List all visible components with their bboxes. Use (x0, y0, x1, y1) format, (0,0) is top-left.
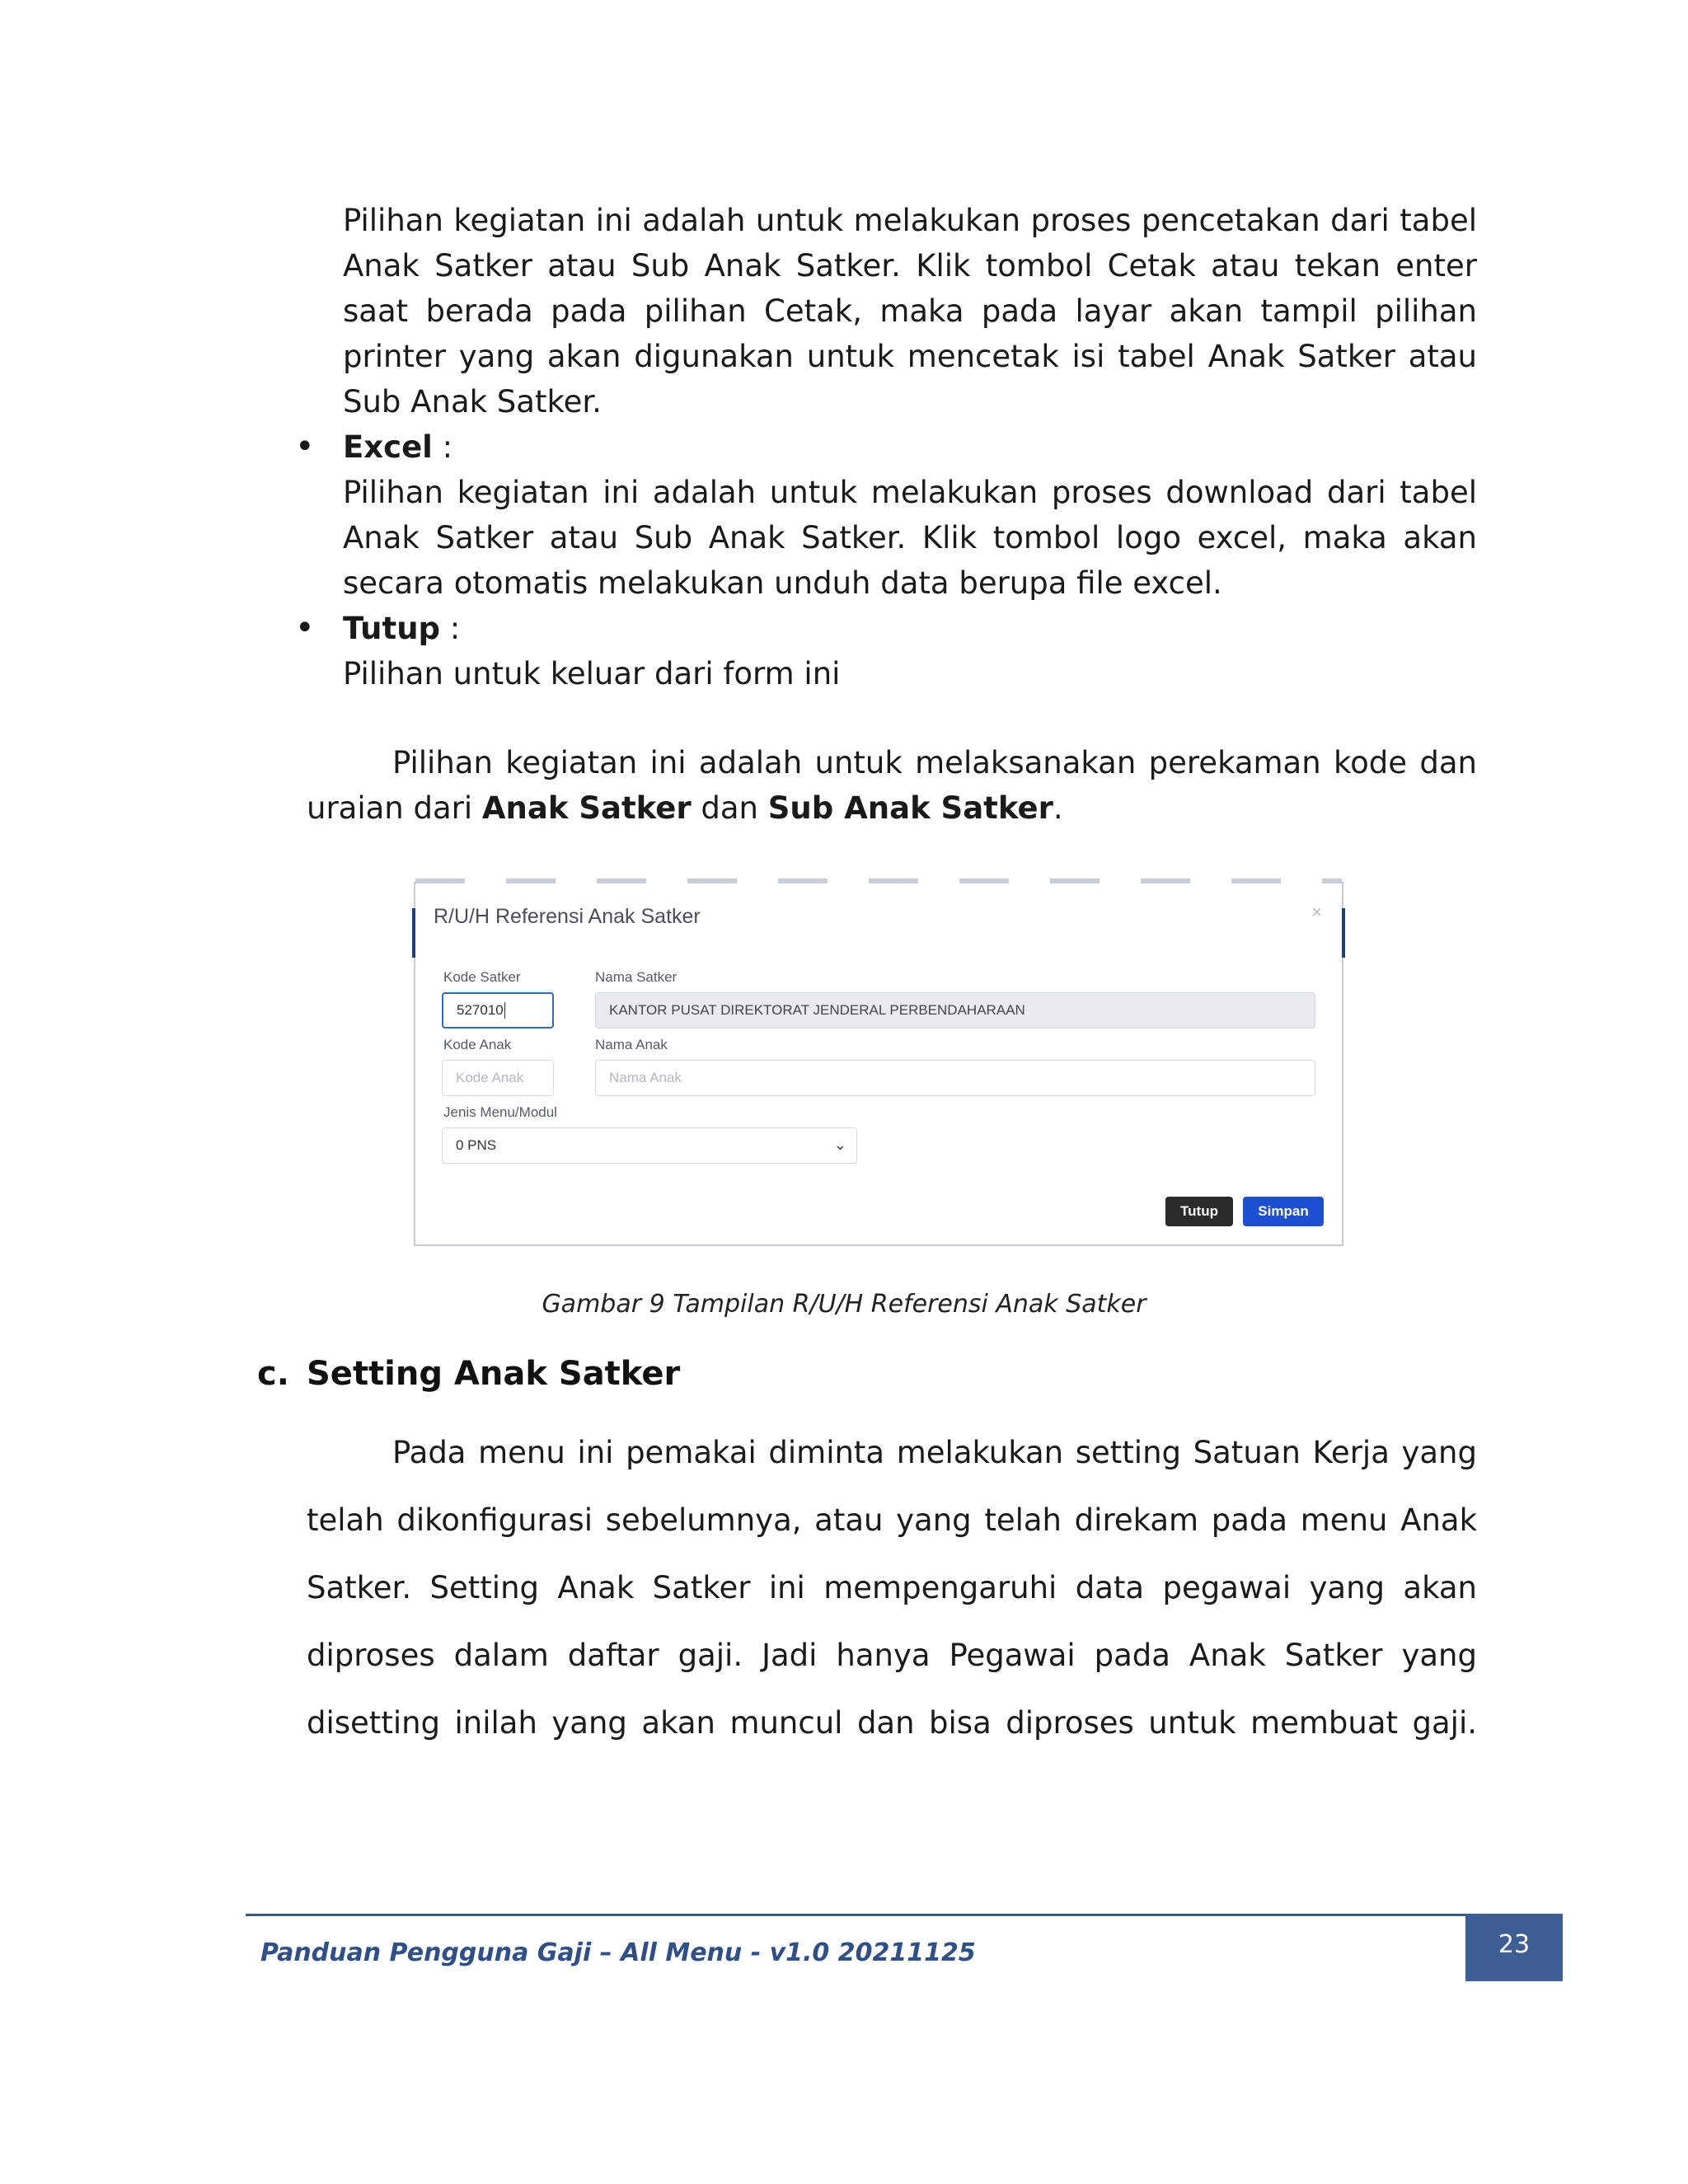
bullet-body-excel: Pilihan kegiatan ini adalah untuk melakukan proses download dari tabel Anak Satker atau Sub Anak Satker. Klik tombol logo excel, maka akan secara otomatis melakukan unduh data berupa file excel. (343, 475, 1477, 601)
bullet-title-excel: Excel (343, 429, 433, 465)
kode-satker-label: Kode Satker (443, 969, 521, 985)
section-body: Pada menu ini pemakai diminta melakukan setting Satuan Kerja yang telah dikonfigurasi sebelumnya, atau yang telah direkam pada menu Anak Satker. Setting Anak Satker ini mempengaruhi data pegawai yang akan diproses dalam daftar gaji. Jadi hanya Pegawai pada Anak Satker yang disetting inilah yang akan muncul dan bisa diproses untuk membuat gaji. (307, 1435, 1477, 1741)
paragraph-cetak: Pilihan kegiatan ini adalah untuk melakukan proses pencetakan dari tabel Anak Satker atau Sub Anak Satker. Klik tombol Cetak atau tekan enter saat berada pada pilihan Cetak, maka pada layar akan tampil pilihan printer yang akan digunakan untuk mencetak isi tabel Anak Satker atau Sub Anak Satker. (343, 203, 1477, 419)
jenis-menu-value: 0 PNS (456, 1137, 497, 1153)
figure-caption: Gambar 9 Tampilan R/U/H Referensi Anak Satker (542, 1290, 1146, 1319)
bullet-dot-icon: • (295, 428, 315, 466)
bullet-body-tutup: Pilihan untuk keluar dari form ini (343, 656, 841, 691)
footer-title: Panduan Pengguna Gaji – All Menu - v1.0 20211125 (260, 1938, 976, 1967)
jenis-menu-label: Jenis Menu/Modul (443, 1104, 557, 1120)
intro-bold-anak-satker: Anak Satker (481, 790, 692, 826)
modal-edge-right (1342, 908, 1345, 958)
chevron-down-icon: ⌄ (833, 1137, 846, 1153)
close-icon[interactable]: × (1311, 902, 1322, 922)
modal-edge-left (412, 908, 415, 958)
section-title: Setting Anak Satker (307, 1355, 681, 1393)
nama-satker-field: KANTOR PUSAT DIREKTORAT JENDERAL PERBENDAHARAAN (595, 992, 1315, 1029)
jenis-menu-select[interactable] (442, 1127, 857, 1164)
tutup-button[interactable]: Tutup (1165, 1197, 1233, 1226)
bullet-suffix: : (440, 611, 461, 646)
intro-text-2: dan (691, 790, 768, 826)
nama-anak-input[interactable]: Nama Anak (595, 1060, 1315, 1096)
text-caret (504, 1002, 505, 1019)
bullet-dot-icon: • (295, 609, 315, 647)
intro-bold-sub-anak-satker: Sub Anak Satker (767, 790, 1053, 826)
section-heading (257, 1355, 680, 1393)
nama-anak-label: Nama Anak (595, 1037, 668, 1052)
bullet-title-tutup: Tutup (343, 611, 441, 646)
page-number: 23 (1465, 1914, 1563, 1981)
intro-paragraph (307, 740, 1477, 831)
footer-rule (246, 1914, 1467, 1916)
kode-satker-value: 527010 (457, 1002, 504, 1018)
kode-anak-label: Kode Anak (443, 1037, 512, 1052)
nama-satker-label: Nama Satker (595, 969, 678, 985)
section-number: c. (257, 1355, 289, 1393)
background-strip (415, 879, 1342, 883)
modal-title: R/U/H Referensi Anak Satker (434, 905, 701, 928)
modal-screenshot (414, 882, 1343, 1246)
intro-text-1: Pilihan kegiatan ini adalah untuk melaksanakan perekaman kode dan uraian dari (307, 745, 1477, 826)
intro-text-3: . (1053, 790, 1063, 826)
simpan-button[interactable]: Simpan (1243, 1197, 1324, 1226)
bullet-suffix: : (432, 429, 453, 465)
kode-anak-input[interactable]: Kode Anak (442, 1060, 554, 1096)
kode-satker-input[interactable] (442, 992, 554, 1029)
